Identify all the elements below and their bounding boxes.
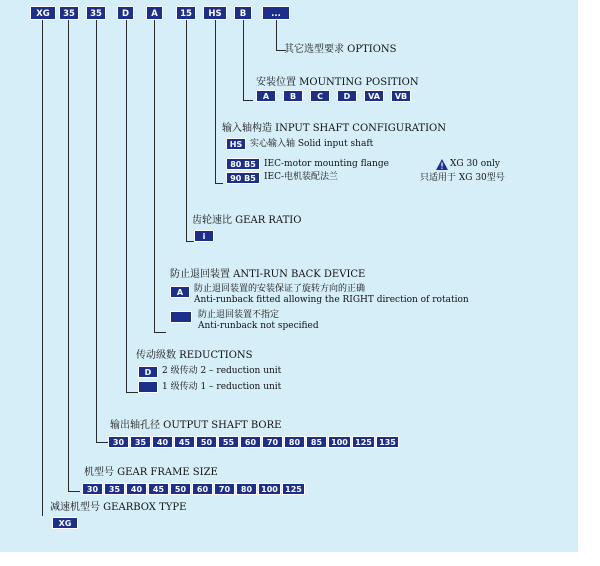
gearbox-label: 减速机型号 GEARBOX TYPE — [50, 502, 187, 513]
connector-ratio-h — [186, 241, 194, 242]
connector-reductions-v — [126, 20, 127, 392]
mounting-option-b: B — [283, 90, 303, 102]
input-code-90b5: 90 B5 — [226, 172, 260, 184]
connector-bore-v — [96, 20, 97, 442]
frame-value: 100 — [258, 483, 281, 495]
frame-value: 45 — [148, 483, 169, 495]
connector-mounting-v — [243, 20, 244, 100]
connector-frame-v — [68, 20, 69, 491]
mounting-option-c: C — [310, 90, 330, 102]
input-code-hs: HS — [226, 138, 246, 150]
mounting-option-d: D — [337, 90, 357, 102]
frame-values — [82, 483, 306, 495]
mounting-option-a: A — [256, 90, 276, 102]
header-code-options: ... — [262, 6, 290, 20]
frame-label: 机型号 GEAR FRAME SIZE — [84, 467, 218, 478]
bore-value: 85 — [306, 436, 327, 448]
input-b5-text-cn: IEC-电机装配法兰 — [264, 172, 339, 182]
frame-value: 50 — [170, 483, 191, 495]
input-hs-text: 实心输入轴 Solid input shaft — [250, 139, 374, 149]
connector-mounting-h — [243, 100, 253, 101]
connector-reductions-h — [126, 392, 138, 393]
mounting-option-va: VA — [364, 90, 384, 102]
input-shaft-label: 输入轴构造 INPUT SHAFT CONFIGURATION — [222, 123, 446, 134]
header-code-mounting: B — [234, 6, 252, 20]
bore-value: 50 — [196, 436, 217, 448]
frame-value: 60 — [192, 483, 213, 495]
connector-antirun-h — [154, 332, 166, 333]
frame-value: 30 — [82, 483, 103, 495]
frame-value: 70 — [214, 483, 235, 495]
gear-ratio-label: 齿轮速比 GEAR RATIO — [192, 215, 302, 226]
frame-value: 40 — [126, 483, 147, 495]
gear-ratio-code: i — [194, 230, 214, 242]
bore-value: 70 — [262, 436, 283, 448]
connector-antirun-v — [154, 20, 155, 332]
connector-frame-h — [68, 491, 80, 492]
header-code-input: HS — [203, 6, 227, 20]
bore-value: 55 — [218, 436, 239, 448]
antirun-code-a: A — [170, 286, 190, 298]
connector-options-v — [276, 20, 277, 50]
connector-input-v — [215, 20, 216, 183]
gearbox-code: XG — [52, 517, 78, 529]
bore-value: 80 — [284, 436, 305, 448]
antirun-label: 防止退回装置 ANTI-RUN BACK DEVICE — [170, 269, 366, 280]
warning-icon — [436, 159, 448, 170]
bore-value: 60 — [240, 436, 261, 448]
bore-value: 100 — [328, 436, 351, 448]
bore-value: 125 — [352, 436, 375, 448]
reductions-label: 传动级数 REDUCTIONS — [136, 350, 253, 361]
bore-value: 135 — [376, 436, 399, 448]
input-b5-text-en: IEC-motor mounting flange — [264, 159, 389, 169]
bore-value: 30 — [108, 436, 129, 448]
antirun-a-text-cn: 防止退回装置的安装保证了旋转方向的正确 — [194, 284, 366, 294]
bore-value: 45 — [174, 436, 195, 448]
connector-ratio-v — [186, 20, 187, 241]
mounting-label: 安装位置 MOUNTING POSITION — [256, 77, 419, 88]
reductions-code-d: D — [138, 366, 158, 378]
reductions-code-blank — [138, 381, 158, 393]
input-note-xg30: XG 30 only — [450, 159, 500, 169]
bore-values — [108, 436, 400, 448]
header-code-bore: 35 — [86, 6, 106, 20]
connector-gearbox-v — [42, 20, 43, 516]
antirun-a-text-en: Anti-runback fitted allowing the RIGHT direction of rotation — [194, 295, 469, 305]
options-label: 其它选型要求 OPTIONS — [284, 44, 397, 55]
header-code-reductions: D — [117, 6, 134, 20]
antirun-n-text-cn: 防止退回装置不指定 — [198, 310, 280, 320]
bore-value: 35 — [130, 436, 151, 448]
frame-value: 80 — [236, 483, 257, 495]
connector-input-h — [215, 183, 223, 184]
header-code-ratio: 15 — [176, 6, 196, 20]
header-code-antirun: A — [146, 6, 163, 20]
reductions-s-text: 1 级传动 1 – reduction unit — [162, 382, 282, 392]
bore-label: 输出轴孔径 OUTPUT SHAFT BORE — [110, 420, 282, 431]
reductions-d-text: 2 级传动 2 – reduction unit — [162, 366, 282, 376]
frame-value: 35 — [104, 483, 125, 495]
bore-value: 40 — [152, 436, 173, 448]
header-code-type: XG — [30, 6, 56, 20]
antirun-code-blank — [170, 311, 192, 323]
input-note-xg30-cn: 只适用于 XG 30型号 — [420, 173, 505, 183]
input-code-80b5: 80 B5 — [226, 158, 260, 170]
connector-bore-h — [96, 442, 108, 443]
frame-value: 125 — [282, 483, 305, 495]
header-code-frame: 35 — [59, 6, 79, 20]
antirun-n-text-en: Anti-runback not specified — [198, 321, 319, 331]
mounting-option-vb: VB — [391, 90, 411, 102]
